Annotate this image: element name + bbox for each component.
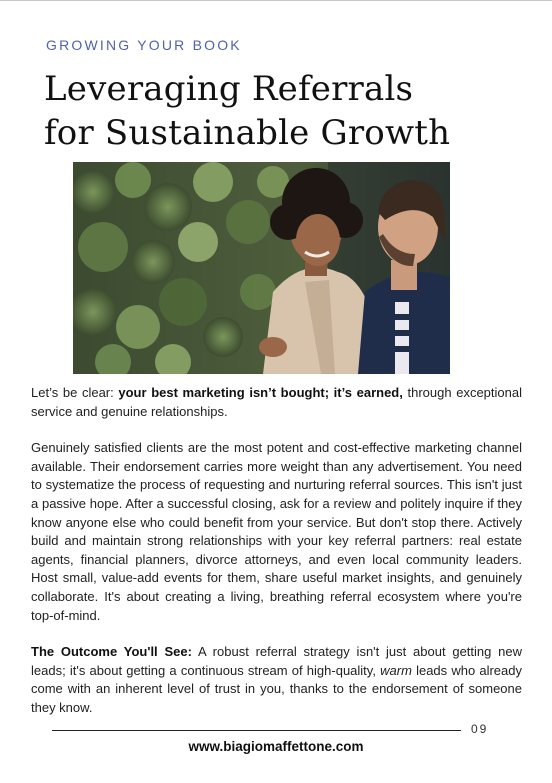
paragraph-outcome [31,643,522,717]
intro-rest-text: through exceptional service and genuine relationships. [31,385,522,419]
title-line-2: for Sustainable Growth [44,113,451,153]
outcome-italic: warm [380,662,412,678]
intro-lead-text: Let’s be clear: [31,385,119,400]
outcome-heading: The Outcome You'll See: [31,644,192,660]
paragraph-intro [31,384,522,421]
outcome-text-a: A robust referral strategy isn't just about getting new leads; it's about getting a continuous stream of high-quality, [31,644,522,678]
outcome-text-b: leads who already come with an inherent level of trust in you, thanks to the endorsement of someone they know. [31,662,522,715]
page-title [44,67,514,155]
hero-photo [73,162,450,374]
intro-bold-text: your best marketing isn’t bought; it’s earned, [118,385,403,400]
title-line-1: Leveraging Referrals [44,69,414,109]
website-link[interactable]: www.biagiomaffettone.com [188,739,364,754]
photo-illustration [73,162,450,374]
footer-rule [52,730,461,731]
article-body [31,384,522,736]
top-border [0,0,552,1]
section-eyebrow: GROWING YOUR BOOK [46,37,242,53]
paragraph-main: Genuinely satisfied clients are the most potent and cost-effective marketing channel available. Their endorsement carries more weight than any advertisement. You need to systematize the process of requesting and nurturing referral sources. This isn't just a passive hope. After a successful closing, ask for a review and politely inquire if they know anyone else who could benefit from your service. But don't stop there. Actively build and maintain strong relationships with your key referral partners: real estate agents, financial planners, divorce attorneys, and even local community leaders. Host small, value-add events for them, share useful market insights, and genuinely collaborate. It's about creating a living, breathing referral ecosystem where you're top-of-mind. [31,440,522,623]
page-number: 09 [471,722,489,736]
